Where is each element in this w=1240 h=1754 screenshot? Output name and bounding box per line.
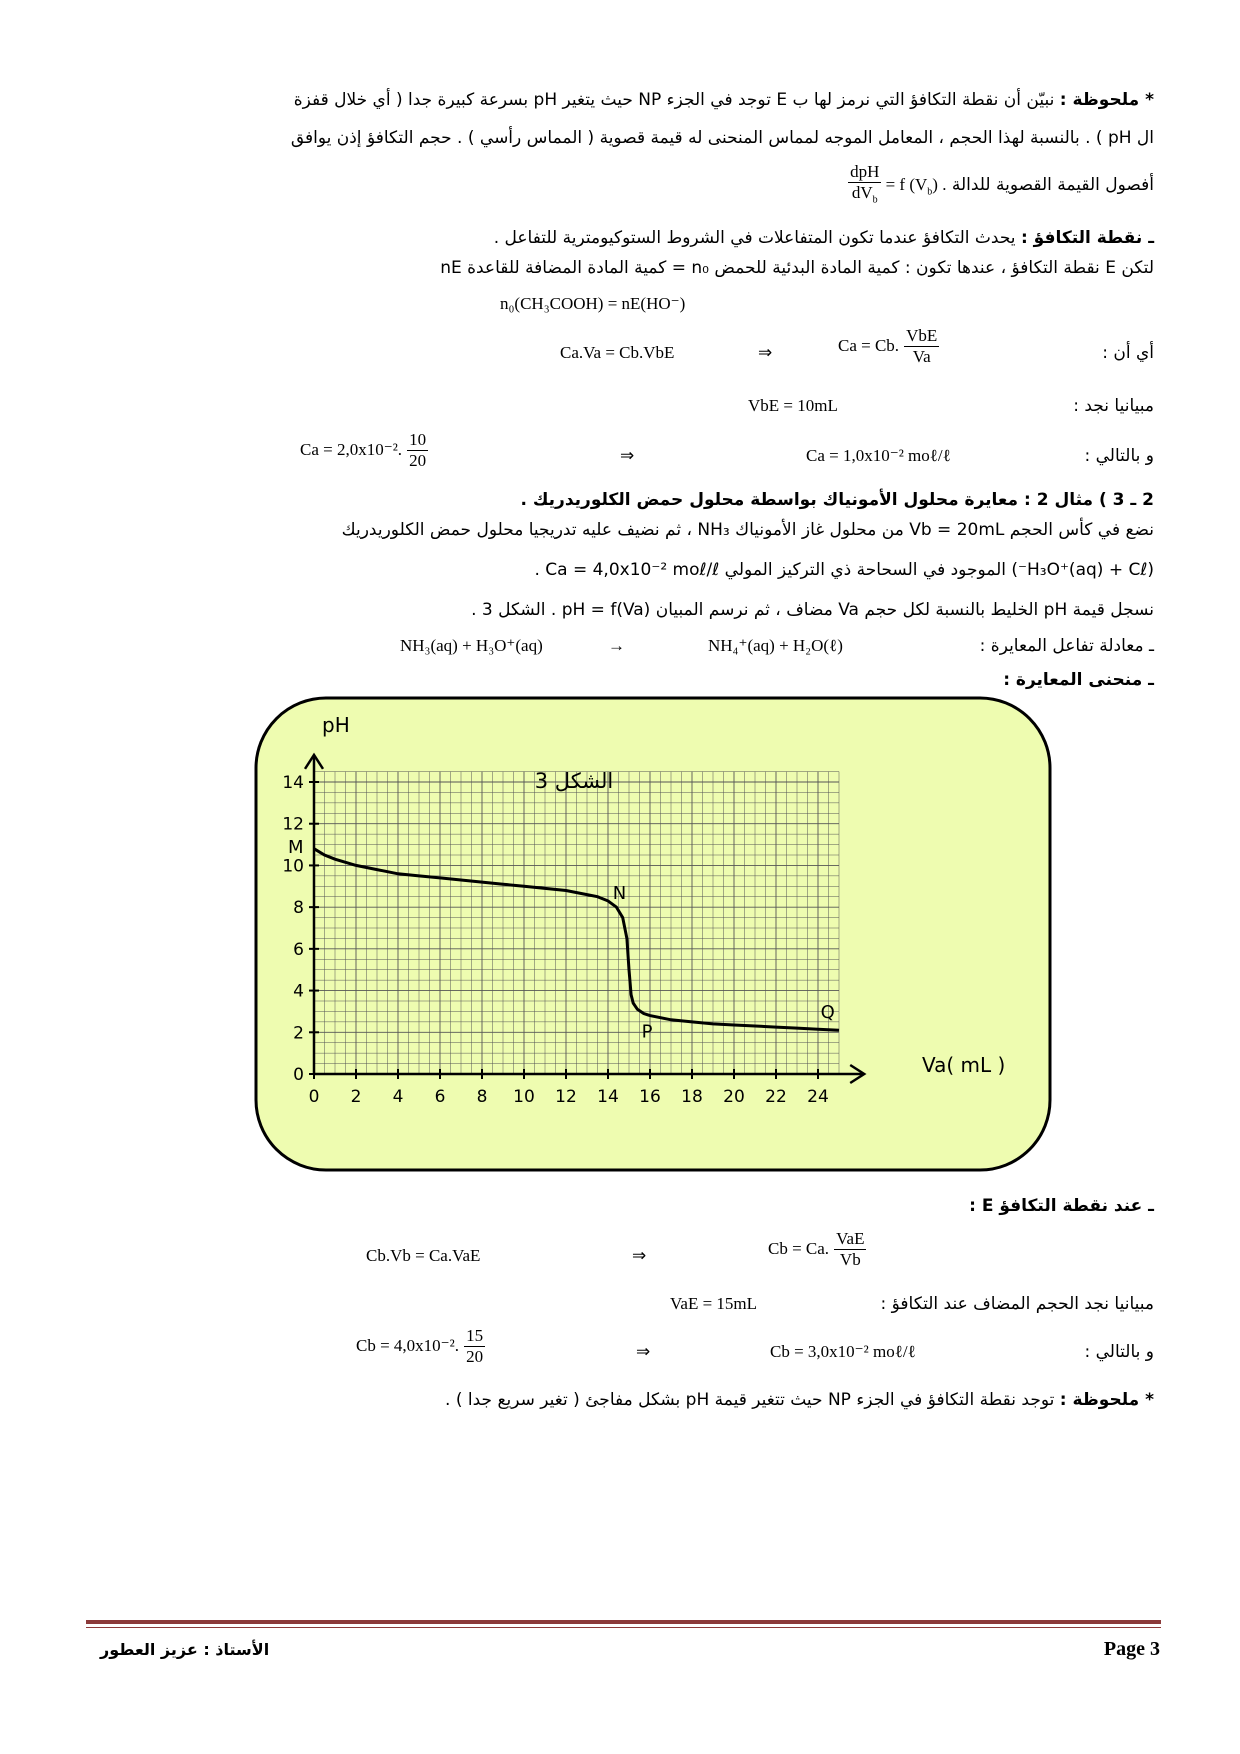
footer-bar [86, 1620, 1161, 1624]
point-label-n: N [612, 883, 627, 905]
x-tick-label: 22 [765, 1087, 787, 1107]
footer-bar-thin [86, 1627, 1161, 1628]
x-tick-label: 8 [476, 1087, 488, 1107]
equiv2-eq-left: Cb.Vb = Ca.VaE [366, 1246, 481, 1265]
ie-label: أي أن : [1102, 343, 1154, 363]
reaction-arrow: → [608, 636, 625, 655]
equivalence-line2: لتكن E نقطة التكافؤ ، عندها تكون : كمية المادة البدئية للحمض n₀ = كمية المادة المضافة للقاعدة nE [440, 258, 1154, 278]
y-tick-label: 4 [293, 981, 304, 1002]
equivalence-label: ـ نقطة التكافؤ : [1020, 228, 1154, 248]
x-tick-label: 18 [681, 1087, 703, 1107]
note1-text1: نبيّن أن نقطة التكافؤ التي نرمز لها ب E توجد في الجزء NP حيث يتغير pH بسرعة كبيرة جدا ( أي خلال قفزة [293, 90, 1055, 110]
reaction-left: NH₃(aq) + H₃O⁺(aq) [400, 636, 543, 655]
example2-title: 2 ـ 3 ) مثال 2 : معايرة محلول الأمونياك بواسطة محلول حمض الكلوريدريك . [520, 490, 1154, 510]
note1-line2: ال pH ) . بالنسبة لهذا الحجم ، المعامل الموجه لمماس المنحنى له قيمة قصوية ( المماس رأسي ) . حجم التكافؤ إذن يوافق [290, 128, 1154, 148]
cb-arrow: ⇒ [636, 1342, 651, 1361]
eq2-left: Ca.Va = Cb.VbE [560, 343, 675, 362]
page-number: Page 3 [1103, 1638, 1160, 1660]
x-tick-label: 24 [807, 1087, 829, 1107]
y-tick-label: 0 [293, 1065, 304, 1085]
point-label-q: Q [820, 1002, 835, 1024]
eq2-arrow: ⇒ [758, 343, 773, 362]
reaction-right: NH₄⁺(aq) + H₂O(ℓ) [708, 636, 843, 655]
ca-calc: Ca = 2,0x10⁻². $\frac{10}{20}$ [300, 430, 427, 470]
curve-label: ـ منحنى المعايرة : [1003, 670, 1154, 690]
note1-line3 [848, 162, 1154, 210]
y-tick-label: 14 [282, 773, 304, 793]
equiv2-label: ـ عند نقطة التكافؤ E : [969, 1196, 1154, 1216]
thus-label: و بالتالي : [1084, 446, 1154, 466]
equivalence-eq1: n₀(CH₃COOH) = nE(HO⁻) [500, 294, 686, 313]
ca-arrow: ⇒ [620, 446, 635, 465]
reaction-label: ـ معادلة تفاعل المعايرة : [979, 636, 1154, 656]
equiv2-thus-label: و بالتالي : [1084, 1342, 1154, 1362]
y-tick-label: 8 [293, 898, 304, 919]
x-tick-label: 0 [308, 1087, 320, 1107]
graph-label: مبيانيا نجد : [1073, 396, 1154, 416]
chart-ylabel: pH [322, 713, 350, 737]
titration-chart [254, 696, 1052, 1172]
y-tick-label: 12 [282, 814, 304, 835]
example2-line3: نسجل قيمة pH الخليط بالنسبة لكل حجم Va مضاف ، ثم نرسم المبيان pH = f(Va) . الشكل 3 . [471, 600, 1154, 620]
equiv2-eq-right: Cb = Ca. $\frac{\text{VaE}}{Vb}$ [768, 1229, 865, 1269]
x-tick-label: 16 [639, 1087, 661, 1107]
note1-derivative: $\frac{\text{dpH}}{dV_b}$ = f $(V_b)$ . [850, 162, 947, 206]
note2-text: توجد نقطة التكافؤ في الجزء NP حيث تتغير قيمة pH بشكل مفاجئ ( تغير سريع جدا ) . [445, 1390, 1055, 1410]
equivalence-text: يحدث التكافؤ عندما تكون المتفاعلات في الشروط الستوكيومترية للتفاعل . [493, 228, 1016, 248]
note2-label: * ملحوظة : [1059, 1390, 1154, 1410]
x-tick-label: 10 [513, 1087, 535, 1107]
example2-line2: (H₃O⁺(aq) + Cℓ⁻) الموجود في السحاحة ذي التركيز المولي Ca = 4,0x10⁻² moℓ/ℓ . [534, 560, 1154, 580]
x-tick-label: 12 [555, 1087, 577, 1107]
x-tick-label: 6 [434, 1087, 446, 1107]
note1-label: * ملحوظة : [1059, 90, 1154, 110]
equiv2-arrow: ⇒ [632, 1246, 647, 1265]
point-label-p: P [641, 1021, 653, 1043]
vae-value: VaE = 15mL [670, 1294, 758, 1313]
eq2-right: Ca = Cb. $\frac{\text{VbE}}{Va}$ [838, 326, 938, 366]
vbe-value: VbE = 10mL [748, 396, 838, 415]
equivalence-def [494, 228, 1154, 248]
y-tick-label: 6 [293, 939, 304, 960]
x-tick-label: 2 [350, 1087, 362, 1107]
cb-calc: Cb = 4,0x10⁻². $\frac{15}{20}$ [356, 1326, 484, 1366]
x-tick-label: 4 [392, 1087, 404, 1107]
chart-title: الشكل 3 [534, 769, 614, 793]
ca-result: Ca = 1,0x10⁻² moℓ/ℓ [806, 446, 951, 465]
note1-line1 [294, 90, 1154, 110]
cb-result: Cb = 3,0x10⁻² moℓ/ℓ [770, 1342, 916, 1361]
x-tick-label: 14 [597, 1087, 619, 1107]
point-label-m: M [288, 836, 304, 858]
example2-line1: نضع في كأس الحجم Vb = 20mL من محلول غاز الأمونياك NH₃ ، ثم نضيف عليه تدريجيا محلول حمض الكلوريدريك [341, 520, 1154, 540]
equiv2-graph-label: مبيانيا نجد الحجم المضاف عند التكافؤ : [880, 1294, 1154, 1314]
author-name: الأستاذ : عزيز العطور [100, 1640, 270, 1659]
y-tick-label: 2 [293, 1023, 304, 1044]
note1-line3-text: أفصول القيمة القصوية للدالة [951, 175, 1154, 196]
chart-xlabel: Va( mL ) [922, 1053, 1006, 1077]
x-tick-label: 20 [723, 1087, 745, 1107]
note2 [445, 1390, 1154, 1410]
y-tick-label: 10 [282, 856, 304, 877]
